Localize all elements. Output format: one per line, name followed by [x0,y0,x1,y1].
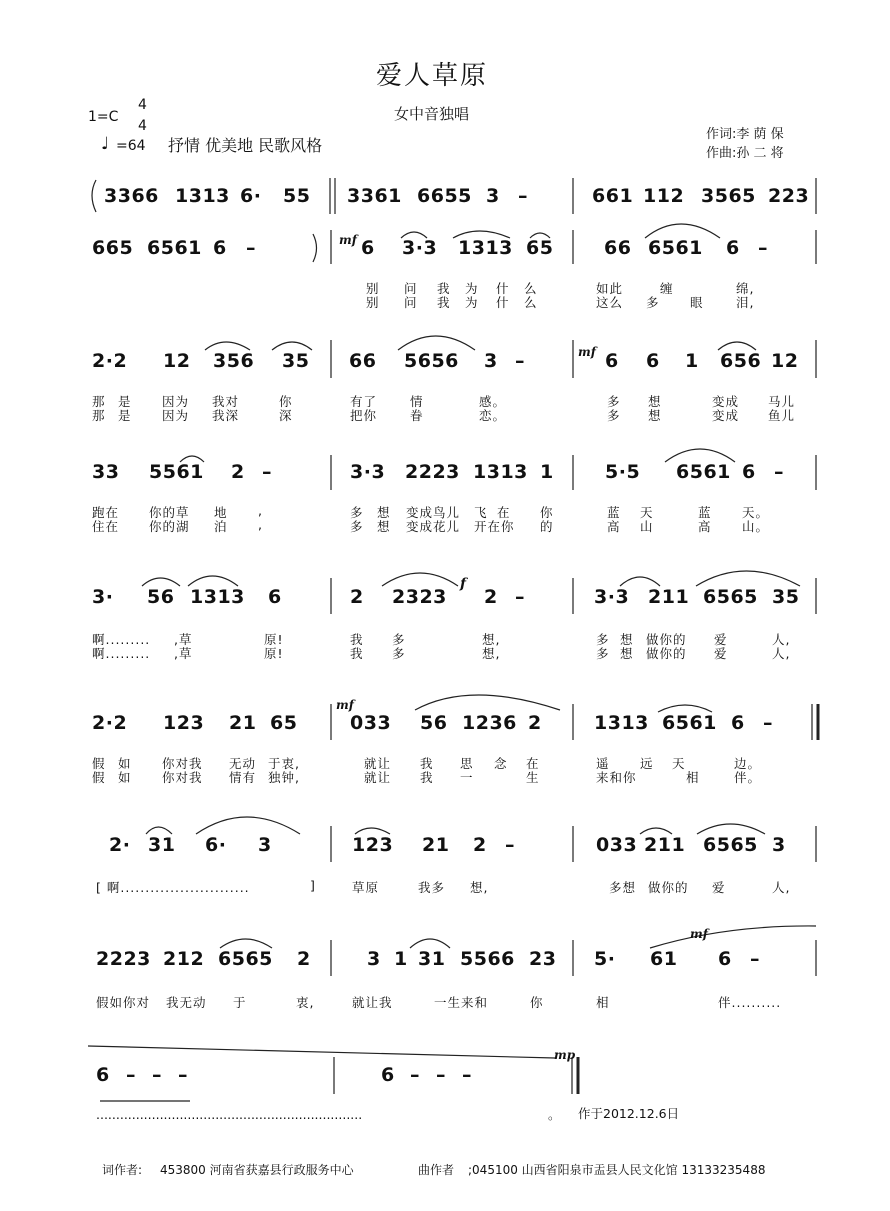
lyric: 开在你 [474,519,515,534]
note-group: 211 [648,586,690,608]
lyric: 相 [596,995,610,1010]
note-group: 55 [283,185,311,207]
lyric: 绵, [736,281,755,296]
lyric: 深 [279,408,293,423]
dynamic-mark: mf [690,927,708,941]
note-group: 6 [605,350,619,372]
note-group: 5656 [404,350,459,372]
lyric: 我 [420,770,434,785]
lyric: 爱 [714,632,728,647]
lyric: 天 [672,756,686,771]
note-group: 123 [352,834,394,856]
lyric: 思 [460,756,474,771]
note-group: 12 [771,350,799,372]
note-group: 2 [473,834,487,856]
note-group: 5566 [460,948,515,970]
composer-contact-label: 曲作者 [418,1163,455,1177]
note-group: 6 [726,237,740,259]
lyric: 把你 [350,408,378,423]
lyric: 人, [772,632,791,647]
lyric: 多 [596,632,610,647]
dynamic-mark: mf [339,233,357,247]
note-group: – [436,1064,446,1086]
lyric: ,草 [174,632,193,647]
note-group: 1313 [458,237,513,259]
lyric: 跑在 [92,505,120,520]
note-group: – [750,948,760,970]
lyric: 在 [526,756,540,771]
note-group: – [126,1064,136,1086]
lyric: 多 [596,646,610,661]
lyric: 做你的 [646,646,687,661]
lyric: 天 [640,505,654,520]
note-group: 66 [349,350,377,372]
lyric: 那 [92,408,106,423]
note-group: 356 [213,350,255,372]
lyric: 于衷, [268,756,300,771]
lyric: 。 [548,1107,562,1122]
note-group: – [246,237,256,259]
lyric: 飞 [474,505,488,520]
lyric: 泪, [736,295,755,310]
lyric: 相 [686,770,700,785]
lyric: 草原 [352,880,380,895]
note-group: 65 [526,237,554,259]
note-group: 3366 [104,185,159,207]
dynamic-mark: mf [578,345,596,359]
lyric: 你的湖 [149,519,190,534]
lyric: 多 [646,295,660,310]
note-group: 112 [643,185,685,207]
lyric: 爱 [714,646,728,661]
note-group: 6 [96,1064,110,1086]
lyric: 我 [437,295,451,310]
note-group: 6· [240,185,262,207]
note-group: – [774,461,784,483]
lyric: 这么 [596,295,624,310]
note-group: 6565 [703,834,758,856]
lyric: 伴。 [734,770,762,785]
lyric: 我 [350,646,364,661]
lyric: 什 [496,295,510,310]
note-group: 3 [258,834,272,856]
note-group: – [178,1064,188,1086]
lyric: 你 [540,505,554,520]
lyric: 是 [118,394,132,409]
lyric: 生 [526,770,540,785]
lyric: 假 [92,770,106,785]
quarter-note-icon: ♩ [101,134,110,154]
lyric: 我 [437,281,451,296]
lyric: 多 [392,646,406,661]
lyric: 一生来和 [434,995,489,1010]
note-group: 656 [720,350,762,372]
composer-contact: ;045100 山西省阳泉市盂县人民文化馆 13133235488 [468,1163,766,1177]
lyric: 么 [524,295,538,310]
note-group: 1313 [190,586,245,608]
note-group: 033 [596,834,638,856]
lyric: 你 [530,995,544,1010]
lyric: 遥 [596,756,610,771]
note-group: 2323 [392,586,447,608]
dynamic-mark: mf [336,698,354,712]
lyric: 高 [698,519,712,534]
note-group: 033 [350,712,392,734]
lyric: 蓝 [698,505,712,520]
lyric: 独钟, [268,770,300,785]
note-group: – [515,350,525,372]
note-group: 1 [685,350,699,372]
note-group: 2223 [405,461,460,483]
lyric: 那 [92,394,106,409]
lyric: 就让我 [352,995,393,1010]
lyric: 你对我 [162,756,203,771]
lyric: 一 [460,770,474,785]
note-group: 6 [361,237,375,259]
lyric: 想 [377,519,391,534]
note-group: – [515,586,525,608]
lyric: 住在 [92,519,120,534]
note-group: 3 [484,350,498,372]
composer-credit: 作曲:孙 二 将 [706,146,784,161]
lyric: 想 [620,646,634,661]
note-group: 3·3 [594,586,630,608]
lyric: 我多 [418,880,446,895]
note-group: 33 [92,461,120,483]
lyric: 如此 [596,281,624,296]
note-group: 1236 [462,712,517,734]
composition-date: 作于2012.12.6日 [578,1106,680,1121]
note-group: 6 [213,237,227,259]
note-group: 6655 [417,185,472,207]
note-group: 6 [381,1064,395,1086]
lyric: 就让 [364,770,392,785]
note-group: 2·2 [92,712,128,734]
note-group: 6 [646,350,660,372]
lyric: 泊 [214,519,228,534]
lyric: 于 [233,995,247,1010]
lyric: 有了 [350,394,378,409]
lyric: 做你的 [646,632,687,647]
lyric: 我 [350,632,364,647]
note-group: 6· [205,834,227,856]
lyric: 衷, [296,995,315,1010]
note-group: 61 [650,948,678,970]
lyric: [ 啊.......................... [96,880,250,895]
note-group: 3361 [347,185,402,207]
note-group: 2· [109,834,131,856]
note-group: 21 [229,712,257,734]
note-group: 65 [270,712,298,734]
lyric: 多 [350,505,364,520]
note-group: 3 [772,834,786,856]
lyric: 么 [524,281,538,296]
lyric: 别 [366,281,380,296]
time-signature-bottom: 4 [138,118,147,134]
note-group: 211 [644,834,686,856]
lyric: 我 [420,756,434,771]
lyric: 爱 [712,880,726,895]
note-group: 6565 [218,948,273,970]
note-group: 12 [163,350,191,372]
lyricist-contact-label: 词作者: [102,1163,143,1177]
note-group: 56 [420,712,448,734]
lyric: 我无动 [166,995,207,1010]
lyric: 为 [465,281,479,296]
note-group: 21 [422,834,450,856]
lyric: 的 [540,519,554,534]
lyric: 多 [607,394,621,409]
note-group: 3 [486,185,500,207]
note-group: – [410,1064,420,1086]
lyric: 眼 [690,295,704,310]
key-signature: 1=C [88,109,119,125]
lyric: 远 [640,756,654,771]
lyric: 马儿 [768,394,796,409]
note-group: 3·3 [350,461,386,483]
lyric: 感。 [479,394,507,409]
note-group: 1313 [594,712,649,734]
note-group: – [758,237,768,259]
lyric: ,草 [174,646,193,661]
subtitle: 女中音独唱 [394,105,470,123]
lyric: 啊......... [92,646,151,661]
note-group: 5561 [149,461,204,483]
lyric: 在 [497,505,511,520]
lyric: 别 [366,295,380,310]
lyric: 变成鸟儿 [406,505,461,520]
lyric: 变成 [712,394,740,409]
lyric: 变成花儿 [406,519,461,534]
tempo-marking: =64 [116,138,146,154]
note-group: 66 [604,237,632,259]
lyric: 想, [482,646,501,661]
lyric: ] [310,878,316,893]
note-group: 223 [768,185,810,207]
note-group: 2223 [96,948,151,970]
lyricist-credit: 作词:李 荫 保 [706,127,784,142]
lyric: 啊......... [92,632,151,647]
lyric: 地 [214,505,228,520]
lyric: 多 [350,519,364,534]
lyric: 伴.......... [718,995,782,1010]
lyric: , [258,517,263,532]
lyric: 天。 [742,505,770,520]
note-group: 3565 [701,185,756,207]
note-group: – [505,834,515,856]
note-group: 2 [528,712,542,734]
lyric: 多 [392,632,406,647]
page-title: 爱人草原 [376,61,489,91]
note-group: 2·2 [92,350,128,372]
lyric: 问 [404,295,418,310]
lyric: 想 [377,505,391,520]
lyric: 无动 [229,756,257,771]
note-group: 35 [772,586,800,608]
lyric: 我深 [212,408,240,423]
lyric: 情有 [229,770,257,785]
lyric: 我对 [212,394,240,409]
lyric: 多 [607,408,621,423]
note-group: 6561 [648,237,703,259]
note-group: 56 [147,586,175,608]
lyric: 来和你 [596,770,637,785]
note-group: 3·3 [402,237,438,259]
lyric: 假如你对 [96,995,151,1010]
note-group: 6 [731,712,745,734]
lyric: 是 [118,408,132,423]
note-group: 6561 [676,461,731,483]
lyric: 做你的 [648,880,689,895]
note-group: 5· [594,948,616,970]
dynamic-mark: f [460,576,467,592]
lyric: 想 [648,394,662,409]
lyric: 想 [648,408,662,423]
note-group: 665 [92,237,134,259]
note-group: 31 [148,834,176,856]
lyric: 什 [496,281,510,296]
lyric: 因为 [162,408,190,423]
note-group: 661 [592,185,634,207]
lyric: 情 [410,394,424,409]
lyric: 如 [118,770,132,785]
lyric: 念 [494,756,508,771]
expression-marking: 抒情 优美地 民歌风格 [168,136,323,155]
lyric: 你对我 [162,770,203,785]
note-group: – [152,1064,162,1086]
note-group: 212 [163,948,205,970]
note-group: 6 [742,461,756,483]
note-group: 6561 [147,237,202,259]
lyric: 人, [772,880,791,895]
note-group: 5·5 [605,461,641,483]
lyric: 边。 [734,756,762,771]
note-group: 1313 [175,185,230,207]
note-group: 1 [540,461,554,483]
lyric: 山。 [742,519,770,534]
note-group: 6561 [662,712,717,734]
note-group: 1 [394,948,408,970]
note-group: – [262,461,272,483]
lyric: 原! [264,632,284,647]
lyric: 高 [607,519,621,534]
lyric: 原! [264,646,284,661]
lyricist-contact: 453800 河南省获嘉县行政服务中心 [160,1163,354,1177]
lyric: 人, [772,646,791,661]
note-group: 23 [529,948,557,970]
lyric: 就让 [364,756,392,771]
note-group: 6 [718,948,732,970]
note-group: 2 [484,586,498,608]
note-group: 3· [92,586,114,608]
lyric: 想, [470,880,489,895]
dynamic-mark: mp [554,1048,576,1062]
lyric: 如 [118,756,132,771]
note-group: – [462,1064,472,1086]
lyric: ................................................................... [96,1107,363,1122]
note-group: – [763,712,773,734]
lyric: 为 [465,295,479,310]
lyric: 恋。 [479,408,507,423]
note-group: 3 [367,948,381,970]
lyric: 想, [482,632,501,647]
time-signature-top: 4 [138,97,147,113]
note-group: 6565 [703,586,758,608]
lyric: 蓝 [607,505,621,520]
lyric: 想 [620,632,634,647]
lyric: 眷 [410,408,424,423]
note-group: 1313 [473,461,528,483]
lyric: 多想 [609,880,637,895]
note-group: 2 [297,948,311,970]
lyric: 山 [640,519,654,534]
note-group: 2 [231,461,245,483]
lyric: 变成 [712,408,740,423]
lyric: 假 [92,756,106,771]
note-group: – [518,185,528,207]
note-group: 2 [350,586,364,608]
lyric: 你的草 [149,505,190,520]
note-group: 35 [282,350,310,372]
note-group: 31 [418,948,446,970]
lyric: 缠 [660,281,674,296]
note-group: 123 [163,712,205,734]
lyric: 你 [279,394,293,409]
lyric: 鱼儿 [768,408,796,423]
lyric: 问 [404,281,418,296]
lyric: 因为 [162,394,190,409]
note-group: 6 [268,586,282,608]
lyric: , [258,503,263,518]
